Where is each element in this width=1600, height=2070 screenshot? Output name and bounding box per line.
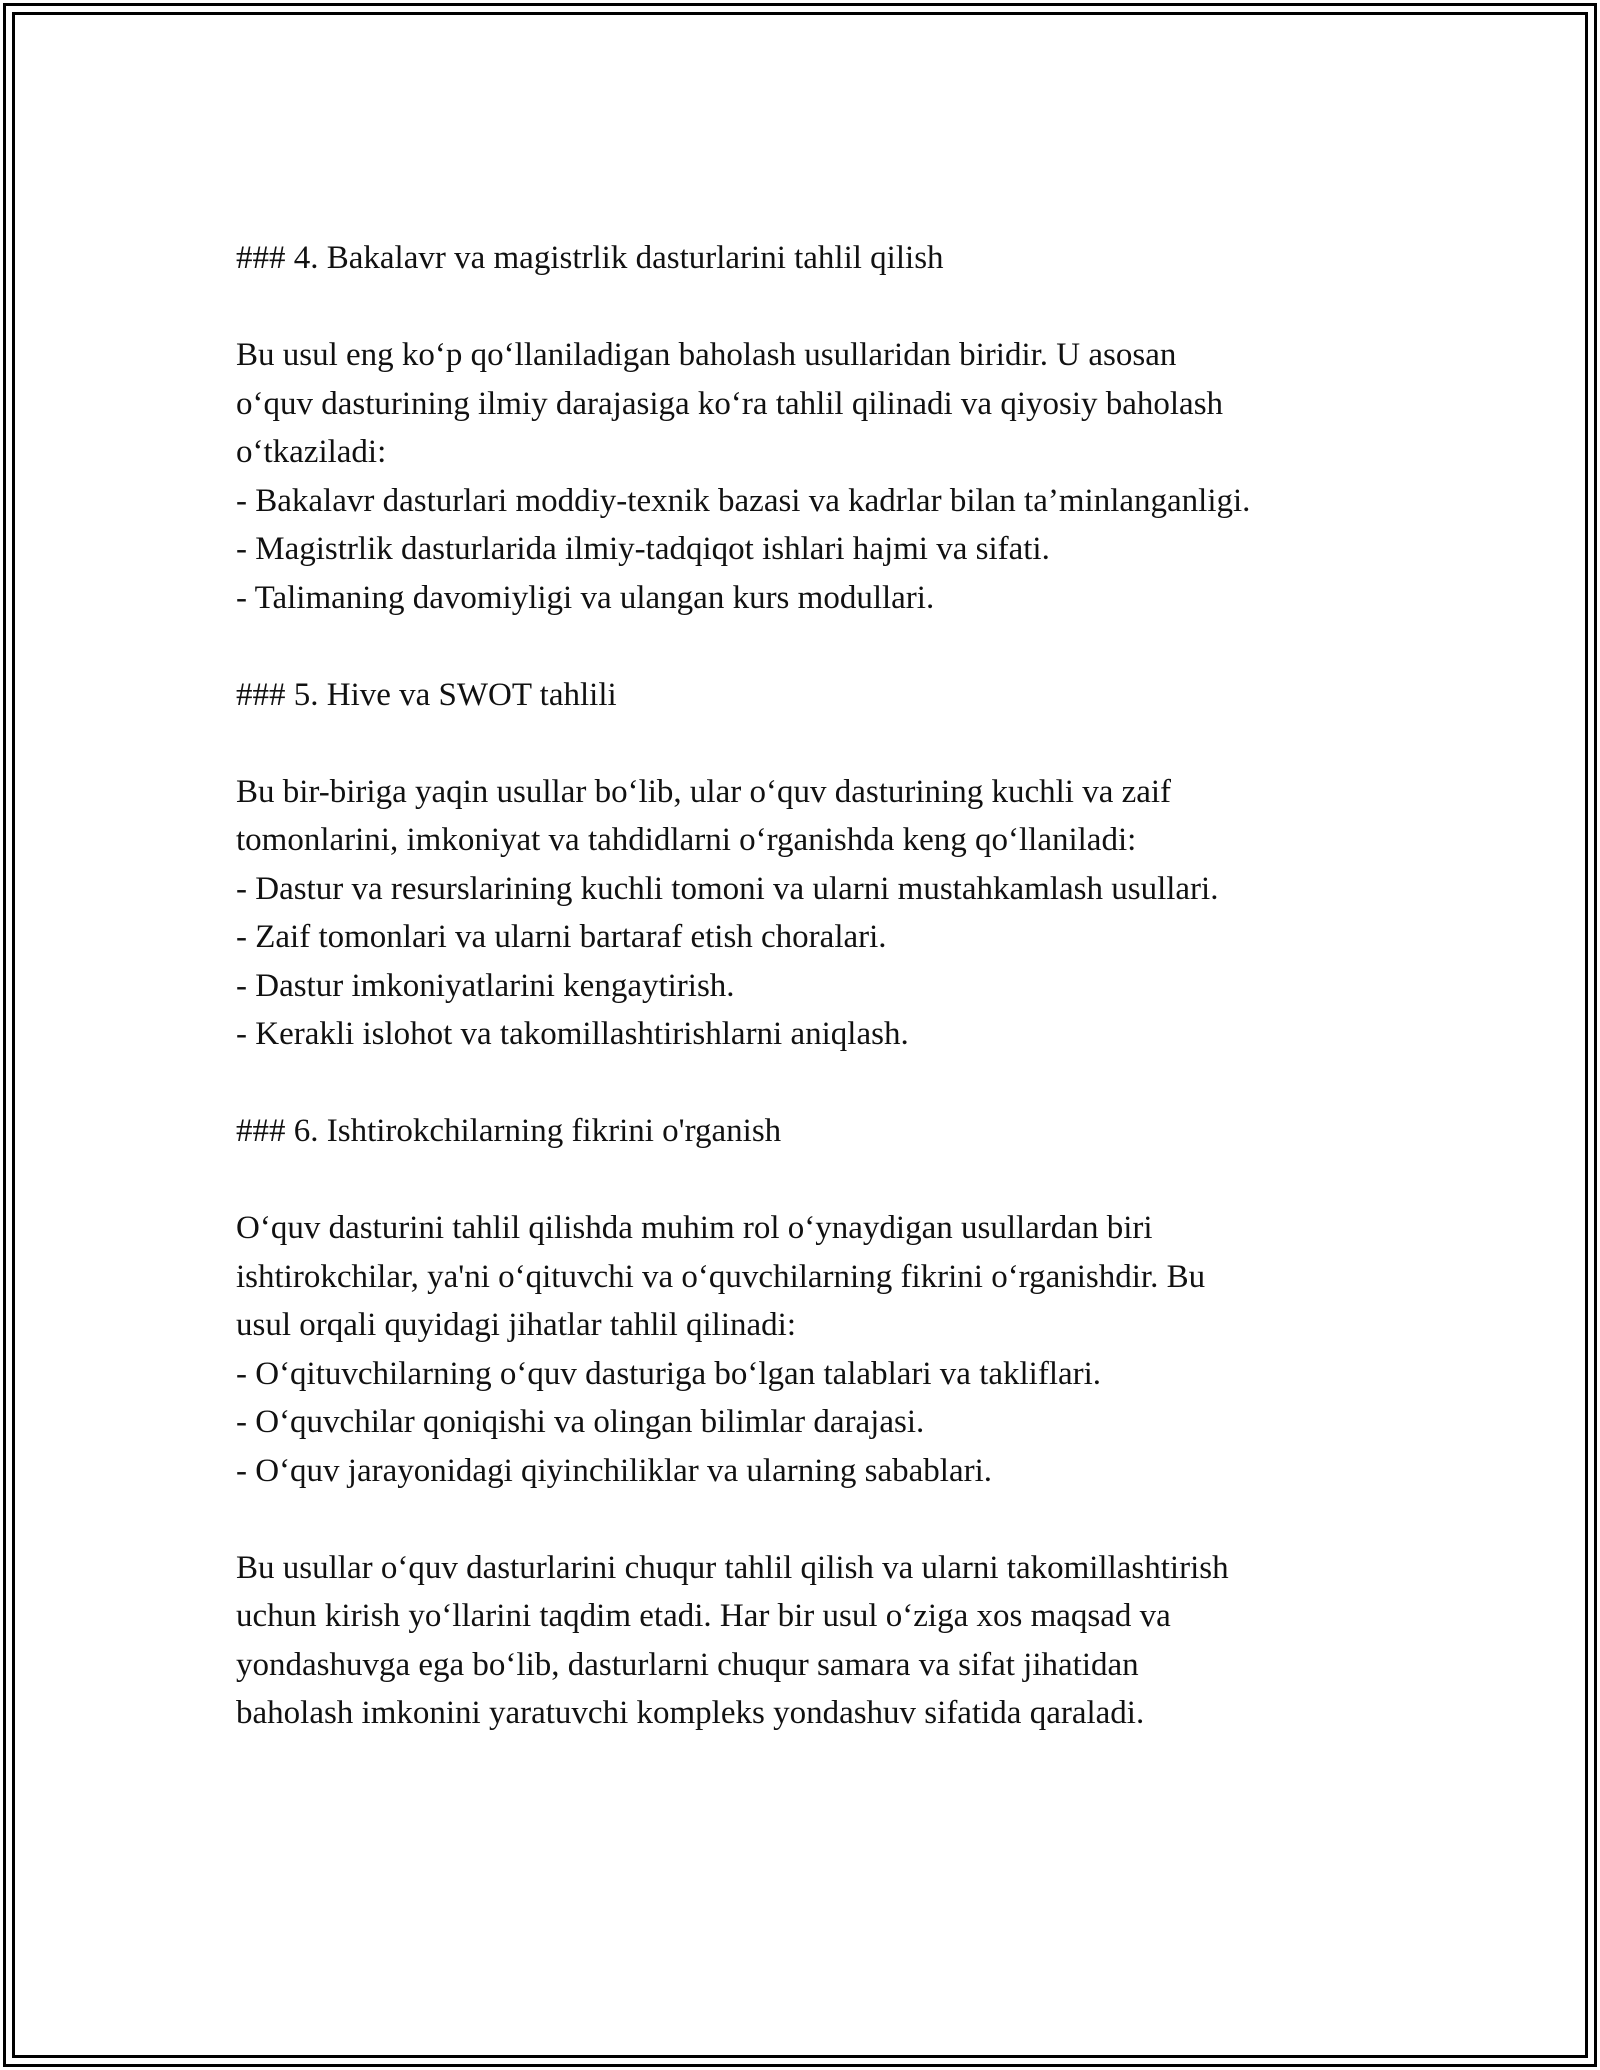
paragraph-line: tomonlarini, imkoniyat va tahdidlarni o‘rganishda keng qo‘llaniladi: — [236, 822, 1137, 858]
paragraph-line: O‘quv dasturini tahlil qilishda muhim rol o‘ynaydigan usullardan biri — [236, 1210, 1153, 1246]
spacer — [236, 1495, 1416, 1544]
conclusion-line: yondashuvga ega bo‘lib, dasturlarni chuqur samara va sifat jihatidan — [236, 1646, 1139, 1683]
bullet-item: - Kerakli islohot va takomillashtirishlarni aniqlash. — [236, 1016, 909, 1052]
bullet-item: - O‘qituvchilarning o‘quv dasturiga bo‘lgan talablari va takliflari. — [236, 1355, 1102, 1392]
bullet-item: - O‘quvchilar qoniqishi va olingan bilimlar darajasi. — [236, 1404, 925, 1440]
section-heading: ### 4. Bakalavr va magistrlik dasturlarini tahlil qilish — [236, 240, 944, 276]
bullet-item: - Magistrlik dasturlarida ilmiy-tadqiqot ishlari hajmi va sifati. — [236, 531, 1050, 567]
paragraph-line: o‘quv dasturining ilmiy darajasiga ko‘ra tahlil qilinadi va qiyosiy baholash — [236, 385, 1224, 422]
spacer — [236, 283, 1416, 332]
bullet-item: - Talimaning davomiyligi va ulangan kurs modullari. — [236, 579, 935, 616]
bullet-item: - Bakalavr dasturlari moddiy-texnik bazasi va kadrlar bilan ta’minlanganligi. — [236, 482, 1251, 519]
document-body — [236, 234, 1416, 1738]
bullet-item: - Dastur va resurslarining kuchli tomoni va ularni mustahkamlash usullari. — [236, 870, 1219, 907]
conclusion-line: uchun kirish yo‘llarini taqdim etadi. Har bir usul o‘ziga xos maqsad va — [236, 1598, 1171, 1634]
spacer — [236, 622, 1416, 671]
bullet-item: - O‘quv jarayonidagi qiyinchiliklar va ularning sabablari. — [236, 1452, 993, 1489]
paragraph-line: ishtirokchilar, ya'ni o‘qituvchi va o‘quvchilarning fikrini o‘rganishdir. Bu — [236, 1258, 1206, 1295]
section-heading: ### 6. Ishtirokchilarning fikrini o'rganish — [236, 1113, 782, 1149]
paragraph-line: usul orqali quyidagi jihatlar tahlil qilinadi: — [236, 1307, 796, 1343]
paragraph-line: Bu bir-biriga yaqin usullar bo‘lib, ular o‘quv dasturining kuchli va zaif — [236, 773, 1172, 810]
conclusion-line: Bu usullar o‘quv dasturlarini chuqur tahlil qilish va ularni takomillashtirish — [236, 1549, 1229, 1586]
spacer — [236, 1156, 1416, 1205]
bullet-item: - Dastur imkoniyatlarini kengaytirish. — [236, 967, 735, 1004]
spacer — [236, 719, 1416, 768]
conclusion-line: baholash imkonini yaratuvchi kompleks yondashuv sifatida qaraladi. — [236, 1695, 1145, 1731]
section-heading: ### 5. Hive va SWOT tahlili — [236, 676, 617, 713]
spacer — [236, 1059, 1416, 1108]
paragraph-line: o‘tkaziladi: — [236, 434, 387, 470]
paragraph-line: Bu usul eng ko‘p qo‘llaniladigan baholash usullaridan biridir. U asosan — [236, 337, 1177, 373]
bullet-item: - Zaif tomonlari va ularni bartaraf etish choralari. — [236, 919, 887, 955]
